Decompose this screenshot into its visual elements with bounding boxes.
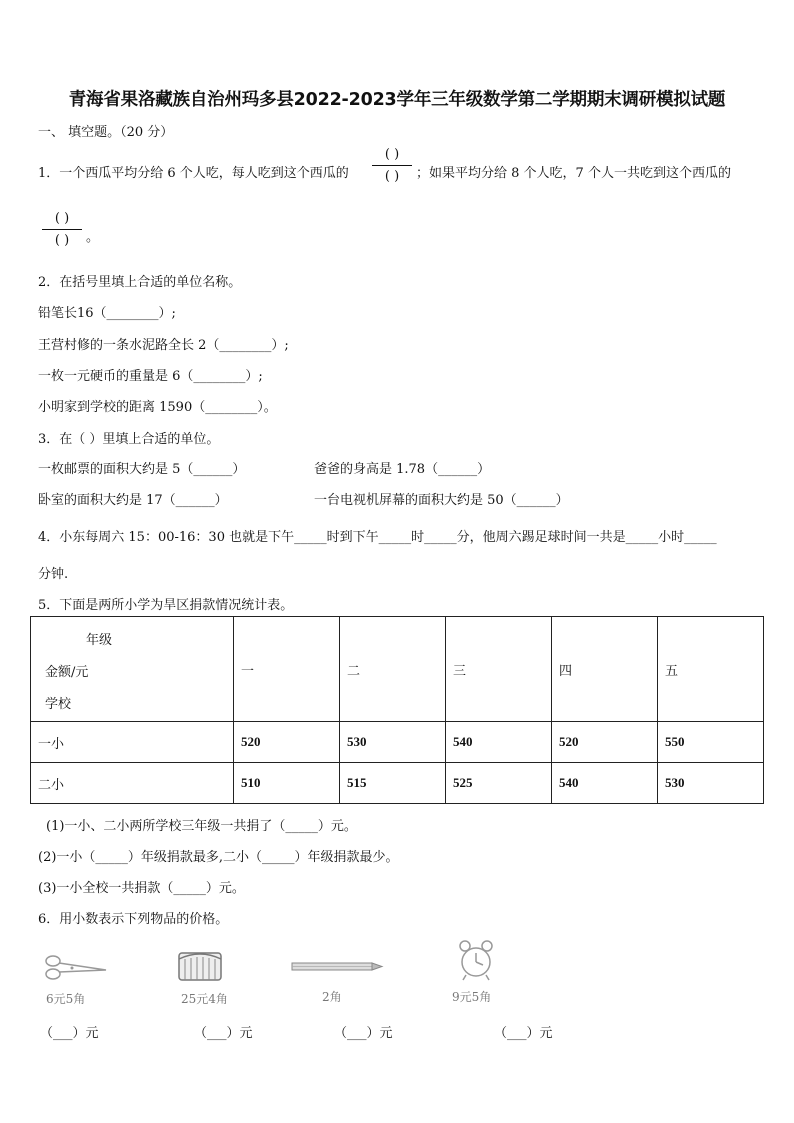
alarm-clock-icon: [456, 939, 496, 981]
q6-stem: 6．用小数表示下列物品的价格。: [38, 912, 229, 927]
grade-header: 二: [340, 617, 446, 722]
answer-blank-4: （___）元: [494, 1026, 553, 1041]
q1-fraction-2: ( ) ( ): [40, 211, 84, 248]
answer-blank-3: （___）元: [334, 1026, 393, 1041]
q2-line-4: 小明家到学校的距离 1590（________）。: [38, 400, 277, 415]
page-title: 青海省果洛藏族自治州玛多县2022-2023学年三年级数学第二学期期末调研模拟试题: [68, 90, 726, 110]
table-cell: 540: [446, 722, 552, 763]
grade-header: 四: [552, 617, 658, 722]
q1-fraction-1: ( ) ( ): [370, 147, 414, 184]
q3-stem: 3．在（ ）里填上合适的单位。: [38, 432, 220, 447]
header-label-grade: 年级: [86, 633, 113, 648]
price-label-1: 6元5角: [46, 992, 86, 1006]
table-cell: 530: [340, 722, 446, 763]
q2-line-2: 王营村修的一条水泥路全长 2（________）;: [38, 338, 289, 353]
q1-text-a: 1．一个西瓜平均分给 6 个人吃，每人吃到这个西瓜的: [38, 166, 349, 181]
q1-text-b: ；如果平均分给 8 个人吃，7 个人一共吃到这个西瓜的: [416, 166, 731, 181]
grade-header: 三: [446, 617, 552, 722]
table-cell: 540: [552, 763, 658, 804]
price-label-3: 2角: [322, 990, 342, 1004]
school-name: 二小: [31, 763, 234, 804]
table-cell: 520: [552, 722, 658, 763]
q3-right-1: 爸爸的身高是 1.78（______）: [314, 462, 491, 477]
q5-stem: 5．下面是两所小学为旱区捐款情况统计表。: [38, 598, 294, 613]
q4-line-2: 分钟.: [38, 567, 69, 582]
q2-stem: 2．在括号里填上合适的单位名称。: [38, 275, 242, 290]
q1-period: 。: [86, 230, 100, 245]
table-cell: 530: [658, 763, 764, 804]
school-name: 一小: [31, 722, 234, 763]
table-cell: 525: [446, 763, 552, 804]
header-label-school: 学校: [45, 697, 72, 712]
grade-header: 五: [658, 617, 764, 722]
scissors-icon: [44, 950, 110, 984]
q5-sub-2: (2)一小（_____）年级捐款最多,二小（_____）年级捐款最少。: [38, 850, 399, 865]
table-cell: 550: [658, 722, 764, 763]
table-cell: 520: [234, 722, 340, 763]
price-label-4: 9元5角: [452, 990, 492, 1004]
table-cell: 515: [340, 763, 446, 804]
table-row: [31, 722, 764, 763]
q2-line-1: 铅笔长16（________）;: [38, 306, 176, 321]
section-heading: 一、 填空题。（20 分）: [38, 125, 174, 140]
q3-right-2: 一台电视机屏幕的面积大约是 50（______）: [314, 493, 569, 508]
grade-header: 一: [234, 617, 340, 722]
table-cell: 510: [234, 763, 340, 804]
q3-left-2: 卧室的面积大约是 17（______）: [38, 493, 228, 508]
answer-blank-2: （___）元: [194, 1026, 253, 1041]
q3-left-1: 一枚邮票的面积大约是 5（______）: [38, 462, 246, 477]
table-header-cell: [31, 617, 234, 722]
q2-line-3: 一枚一元硬币的重量是 6（________）;: [38, 369, 263, 384]
pencil-case-icon: [176, 945, 226, 985]
q4-line-1: 4．小东每周六 15：00-16：30 也就是下午_____时到下午_____时_____分，他周六踢足球时间一共是_____小时_____: [38, 530, 717, 545]
price-label-2: 25元4角: [181, 992, 228, 1006]
q5-sub-1: (1)一小、二小两所学校三年级一共捐了（_____）元。: [46, 819, 357, 834]
answer-blank-1: （___）元: [40, 1026, 99, 1041]
q5-sub-3: (3)一小全校一共捐款（_____）元。: [38, 881, 245, 896]
table-row: [31, 763, 764, 804]
donation-table: [30, 616, 764, 804]
header-label-amount: 金额/元: [45, 665, 89, 680]
pencil-icon: [290, 960, 385, 974]
